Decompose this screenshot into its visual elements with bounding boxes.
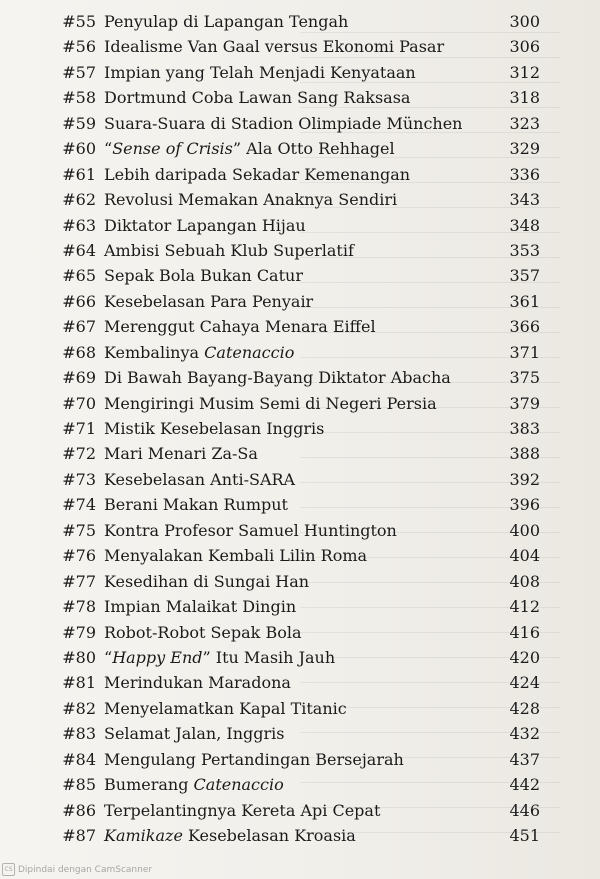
toc-entry-title <box>104 266 303 285</box>
table-of-contents <box>0 10 600 849</box>
toc-entry-title-italic: Sense of Crisis <box>112 139 233 159</box>
toc-entry-title-text: Impian yang Telah Menjadi Kenyataan <box>104 62 416 82</box>
toc-entry-title-italic: Happy End <box>112 647 203 667</box>
toc-entry <box>0 621 600 646</box>
toc-entry-page: 306 <box>509 37 540 57</box>
toc-entry-title <box>104 826 356 845</box>
toc-entry-page: 379 <box>509 393 540 413</box>
toc-entry <box>0 163 600 188</box>
toc-entry-title-text: Merenggut Cahaya Menara Eiffel <box>104 317 376 337</box>
toc-entry-title <box>104 292 313 311</box>
toc-entry-title <box>104 673 291 692</box>
toc-entry-number: #81 <box>62 673 96 693</box>
toc-entry-title-text: “ <box>104 647 113 667</box>
toc-entry-title-text: Penyulap di Lapangan Tengah <box>104 12 349 31</box>
toc-entry-number: #60 <box>62 139 96 159</box>
toc-entry-title-text: Mengiringi Musim Semi di Negeri Persia <box>104 393 437 413</box>
toc-entry-page: 329 <box>509 139 540 159</box>
toc-entry <box>0 595 600 620</box>
toc-entry-page: 392 <box>509 469 540 489</box>
scanner-watermark-text: Dipindai dengan CamScanner <box>18 864 153 875</box>
toc-entry-page: 428 <box>509 698 540 718</box>
toc-entry-title-text: Idealisme Van Gaal versus Ekonomi Pasar <box>104 37 445 57</box>
toc-entry-number: #67 <box>62 317 96 337</box>
toc-entry-page: 437 <box>509 749 540 769</box>
toc-entry-title <box>104 521 397 540</box>
toc-entry-title <box>104 139 395 158</box>
toc-entry-title <box>104 165 410 184</box>
toc-entry-title-text: Menyalakan Kembali Lilin Roma <box>104 546 368 566</box>
toc-entry-number: #57 <box>62 62 96 82</box>
toc-entry-page: 366 <box>509 317 540 337</box>
toc-entry-number: #86 <box>62 800 96 820</box>
toc-entry-title-text: Impian Malaikat Dingin <box>104 597 297 617</box>
toc-entry <box>0 112 600 137</box>
toc-entry-title <box>104 216 306 235</box>
toc-entry-number: #68 <box>62 342 96 362</box>
toc-entry-page: 442 <box>509 775 540 795</box>
toc-entry <box>0 442 600 467</box>
toc-entry-number: #79 <box>62 622 96 642</box>
toc-entry-title <box>104 317 376 336</box>
toc-entry-page: 396 <box>509 495 540 515</box>
toc-entry-title <box>104 470 295 489</box>
toc-entry-title <box>104 88 410 107</box>
toc-entry-title <box>104 724 284 743</box>
toc-entry-title <box>104 572 309 591</box>
toc-entry-number: #70 <box>62 393 96 413</box>
toc-entry-title <box>104 546 367 565</box>
toc-entry <box>0 671 600 696</box>
toc-entry-page: 348 <box>509 215 540 235</box>
toc-entry-title <box>104 343 294 362</box>
toc-entry-number: #82 <box>62 698 96 718</box>
toc-entry-page: 388 <box>509 444 540 464</box>
toc-entry-number: #56 <box>62 37 96 57</box>
toc-entry-number: #85 <box>62 775 96 795</box>
toc-entry-page: 446 <box>509 800 540 820</box>
toc-entry <box>0 239 600 264</box>
toc-entry <box>0 188 600 213</box>
toc-entry-page: 343 <box>509 190 540 210</box>
toc-entry <box>0 824 600 849</box>
toc-entry <box>0 697 600 722</box>
toc-entry-title-text: Kontra Profesor Samuel Huntington <box>104 520 397 540</box>
toc-entry-title <box>104 190 397 209</box>
toc-entry-page: 336 <box>509 164 540 184</box>
toc-entry-title <box>104 37 444 56</box>
toc-entry <box>0 468 600 493</box>
toc-entry-title-text: Kesebelasan Kroasia <box>182 826 356 845</box>
toc-entry-number: #84 <box>62 749 96 769</box>
toc-entry-number: #75 <box>62 520 96 540</box>
toc-entry-title-text: Lebih daripada Sekadar Kemenangan <box>104 164 411 184</box>
toc-entry <box>0 264 600 289</box>
toc-entry-title-text: Mistik Kesebelasan Inggris <box>104 419 325 438</box>
toc-entry-title-text: Diktator Lapangan Hijau <box>104 215 306 235</box>
toc-entry-title <box>104 63 416 82</box>
toc-entry-page: 432 <box>509 724 540 744</box>
toc-entry-number: #58 <box>62 88 96 108</box>
toc-entry-page: 375 <box>509 368 540 388</box>
toc-entry-title-text: Dortmund Coba Lawan Sang Raksasa <box>104 88 411 108</box>
toc-entry-number: #61 <box>62 164 96 184</box>
toc-entry <box>0 290 600 315</box>
toc-entry-title-text: Mari Menari Za-Sa <box>104 444 258 464</box>
toc-entry-title-text: Terpelantingnya Kereta Api Cepat <box>104 800 381 820</box>
toc-entry-number: #62 <box>62 190 96 210</box>
scanner-watermark <box>2 863 152 876</box>
toc-entry-page: 318 <box>509 88 540 108</box>
toc-entry-number: #66 <box>62 291 96 311</box>
toc-entry-title-text: Robot-Robot Sepak Bola <box>104 622 302 642</box>
toc-entry <box>0 10 600 35</box>
toc-entry-number: #76 <box>62 546 96 566</box>
camscanner-icon: CS <box>2 863 15 876</box>
toc-entry-title-text: Berani Makan Rumput <box>104 495 288 515</box>
toc-entry-title-text: Selamat Jalan, Inggris <box>104 724 285 744</box>
toc-entry-number: #83 <box>62 724 96 744</box>
toc-entry <box>0 392 600 417</box>
toc-entry <box>0 61 600 86</box>
toc-entry <box>0 748 600 773</box>
toc-entry-title-text: Merindukan Maradona <box>104 673 291 693</box>
toc-entry-title-text: ” Itu Masih Jauh <box>202 647 336 667</box>
toc-entry <box>0 722 600 747</box>
toc-entry-title-text: ” Ala Otto Rehhagel <box>232 139 395 159</box>
toc-entry <box>0 493 600 518</box>
toc-entry <box>0 646 600 671</box>
toc-entry-number: #64 <box>62 240 96 260</box>
toc-entry-title <box>104 444 258 463</box>
toc-entry-title-text: Kesebelasan Anti-SARA <box>104 469 296 489</box>
toc-entry-title-text: “ <box>104 139 113 159</box>
toc-entry-title-italic: Catenaccio <box>193 775 284 795</box>
toc-entry-page: 408 <box>509 571 540 591</box>
toc-entry-title-italic: Catenaccio <box>204 342 295 362</box>
toc-entry-title <box>104 623 302 642</box>
toc-entry-page: 371 <box>509 342 540 362</box>
toc-entry <box>0 773 600 798</box>
toc-entry <box>0 214 600 239</box>
toc-entry <box>0 799 600 824</box>
toc-entry <box>0 544 600 569</box>
toc-entry-title-text: Bumerang <box>104 775 194 795</box>
toc-entry-number: #55 <box>62 12 96 31</box>
toc-entry-title <box>104 801 380 820</box>
toc-entry-page: 323 <box>509 113 540 133</box>
toc-entry-title <box>104 241 354 260</box>
toc-entry-page: 451 <box>509 826 540 845</box>
toc-entry-page: 357 <box>509 266 540 286</box>
toc-entry-number: #73 <box>62 469 96 489</box>
toc-entry-number: #77 <box>62 571 96 591</box>
toc-entry <box>0 315 600 340</box>
toc-entry-number: #87 <box>62 826 96 845</box>
toc-entry <box>0 570 600 595</box>
toc-entry-number: #63 <box>62 215 96 235</box>
toc-entry-title-text: Suara-Suara di Stadion Olimpiade München <box>104 113 463 133</box>
toc-entry-page: 353 <box>509 240 540 260</box>
toc-entry-title-text: Revolusi Memakan Anaknya Sendiri <box>104 190 398 210</box>
toc-entry-title-text: Ambisi Sebuah Klub Superlatif <box>104 240 354 260</box>
toc-entry-page: 300 <box>509 12 540 31</box>
toc-entry <box>0 137 600 162</box>
toc-entry-number: #59 <box>62 113 96 133</box>
toc-entry-number: #80 <box>62 647 96 667</box>
toc-entry <box>0 417 600 442</box>
toc-entry-title <box>104 775 284 794</box>
toc-entry-page: 412 <box>509 597 540 617</box>
toc-entry-title <box>104 597 296 616</box>
toc-entry-number: #69 <box>62 368 96 388</box>
toc-entry-page: 416 <box>509 622 540 642</box>
toc-entry-title <box>104 419 324 438</box>
toc-entry-title <box>104 699 347 718</box>
toc-entry-number: #78 <box>62 597 96 617</box>
toc-entry-number: #65 <box>62 266 96 286</box>
toc-entry-title <box>104 750 404 769</box>
toc-entry-title <box>104 12 348 31</box>
toc-entry <box>0 86 600 111</box>
toc-entry-page: 404 <box>509 546 540 566</box>
toc-entry-title <box>104 648 335 667</box>
toc-entry <box>0 341 600 366</box>
toc-entry-title-text: Di Bawah Bayang-Bayang Diktator Abacha <box>104 368 451 388</box>
toc-entry-page: 420 <box>509 647 540 667</box>
toc-entry-title-text: Kesedihan di Sungai Han <box>104 571 310 591</box>
toc-entry-title <box>104 495 288 514</box>
toc-entry-title <box>104 368 451 387</box>
toc-entry-title <box>104 394 437 413</box>
toc-entry-title-text: Kembalinya <box>104 342 205 362</box>
toc-entry-title-text: Sepak Bola Bukan Catur <box>104 266 303 286</box>
toc-entry-page: 383 <box>509 419 540 438</box>
toc-entry <box>0 366 600 391</box>
toc-entry-page: 424 <box>509 673 540 693</box>
toc-entry-page: 312 <box>509 62 540 82</box>
toc-entry-number: #74 <box>62 495 96 515</box>
toc-entry-title-text: Mengulang Pertandingan Bersejarah <box>104 749 404 769</box>
toc-entry <box>0 35 600 60</box>
toc-entry-number: #71 <box>62 419 96 438</box>
toc-entry-title-text: Kesebelasan Para Penyair <box>104 291 314 311</box>
toc-entry-page: 361 <box>509 291 540 311</box>
toc-entry-title <box>104 114 462 133</box>
toc-entry-number: #72 <box>62 444 96 464</box>
toc-entry-title-italic: Kamikaze <box>104 826 183 845</box>
toc-entry-title-text: Menyelamatkan Kapal Titanic <box>104 698 347 718</box>
toc-entry <box>0 519 600 544</box>
toc-entry-page: 400 <box>509 520 540 540</box>
